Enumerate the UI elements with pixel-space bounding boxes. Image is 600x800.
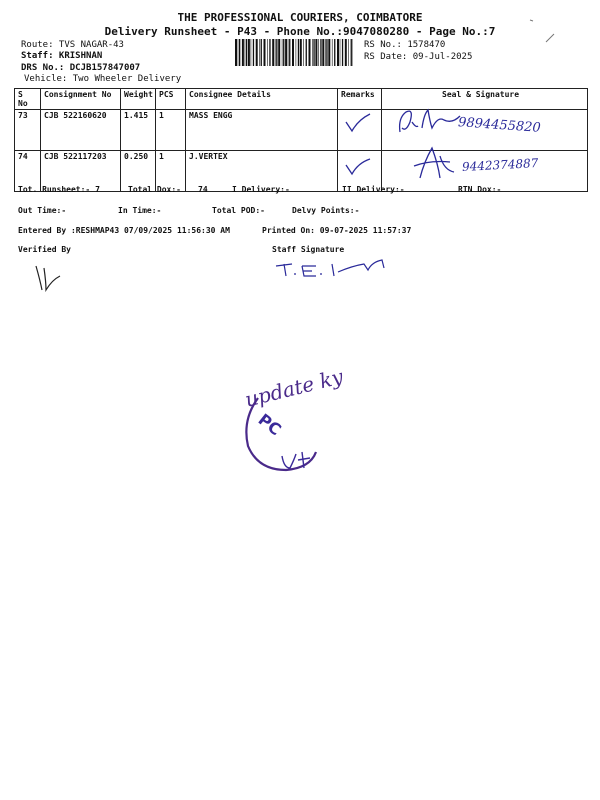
tick-mark-icon [340, 112, 380, 134]
col-header-sno: S No [15, 89, 41, 110]
total-dox-value: 74 [198, 185, 208, 194]
row-weight: 1.415 [121, 110, 156, 151]
table-header-row [15, 89, 588, 110]
row-pcs: 1 [156, 151, 186, 192]
row-sno: 74 [15, 151, 41, 192]
col-header-seal-signature: Seal & Signature [382, 89, 588, 110]
signature-row-74 [410, 142, 460, 182]
barcode-image [235, 39, 353, 66]
rs-number: RS No.: 1578470 [364, 40, 446, 50]
drs-number: DRS No.: DCJB157847007 [21, 63, 141, 73]
stamp-initials [278, 450, 314, 472]
scan-mark [524, 16, 564, 46]
ii-delivery: II Delivery:- [342, 185, 405, 194]
runsheet-table [14, 88, 588, 192]
verified-by-label: Verified By [18, 245, 71, 254]
printed-on: Printed On: 09-07-2025 11:57:37 [262, 226, 412, 235]
stamp-pc-text: PC [254, 409, 285, 440]
handwritten-phone-73: 9894455820 [457, 115, 542, 136]
total-runsheet: Tot. Runsheet:- 7 [18, 185, 100, 194]
in-time: In Time:- [118, 206, 162, 215]
staff-signature-label: Staff Signature [272, 245, 345, 254]
staff-signature-handwriting [272, 258, 402, 280]
handwritten-phone-74: 9442374887 [461, 156, 539, 174]
row-consignment: CJB 522117203 [41, 151, 121, 192]
staff-label: Staff: KRISHNAN [21, 51, 103, 61]
route-label: Route: TVS NAGAR-43 [21, 40, 124, 50]
rtn-dox: RTN Dox:- [458, 185, 502, 194]
row-weight: 0.250 [121, 151, 156, 192]
total-pod: Total POD:- [212, 206, 265, 215]
total-dox-label: Total Dox:- [128, 185, 181, 194]
out-time: Out Time:- [18, 206, 67, 215]
i-delivery: I Delivery:- [232, 185, 290, 194]
col-header-consignee: Consignee Details [186, 89, 338, 110]
runsheet-subtitle: Delivery Runsheet - P43 - Phone No.:9047080280 - Page No.:7 [104, 25, 496, 38]
row-consignment: CJB 522160620 [41, 110, 121, 151]
col-header-weight: Weight [121, 89, 156, 110]
rs-date: RS Date: 09-Jul-2025 [364, 52, 473, 62]
row-pcs: 1 [156, 110, 186, 151]
handwritten-update-note: update ky [242, 364, 346, 412]
verified-signature [30, 262, 70, 294]
col-header-remarks: Remarks [338, 89, 382, 110]
entered-by: Entered By :RESHMAP43 07/09/2025 11:56:30 AM [18, 226, 230, 235]
row-sno: 73 [15, 110, 41, 151]
row-consignee: MASS ENGG [186, 110, 338, 151]
tick-mark-icon [340, 155, 380, 177]
vehicle-label: Vehicle: Two Wheeler Delivery [24, 74, 182, 84]
row-consignee: J.VERTEX [186, 151, 338, 192]
company-title: THE PROFESSIONAL COURIERS, COIMBATORE [177, 11, 423, 24]
col-header-pcs: PCS [156, 89, 186, 110]
col-header-consignment: Consignment No [41, 89, 121, 110]
signature-row-73 [392, 104, 462, 138]
delvy-points: Delvy Points:- [292, 206, 360, 215]
